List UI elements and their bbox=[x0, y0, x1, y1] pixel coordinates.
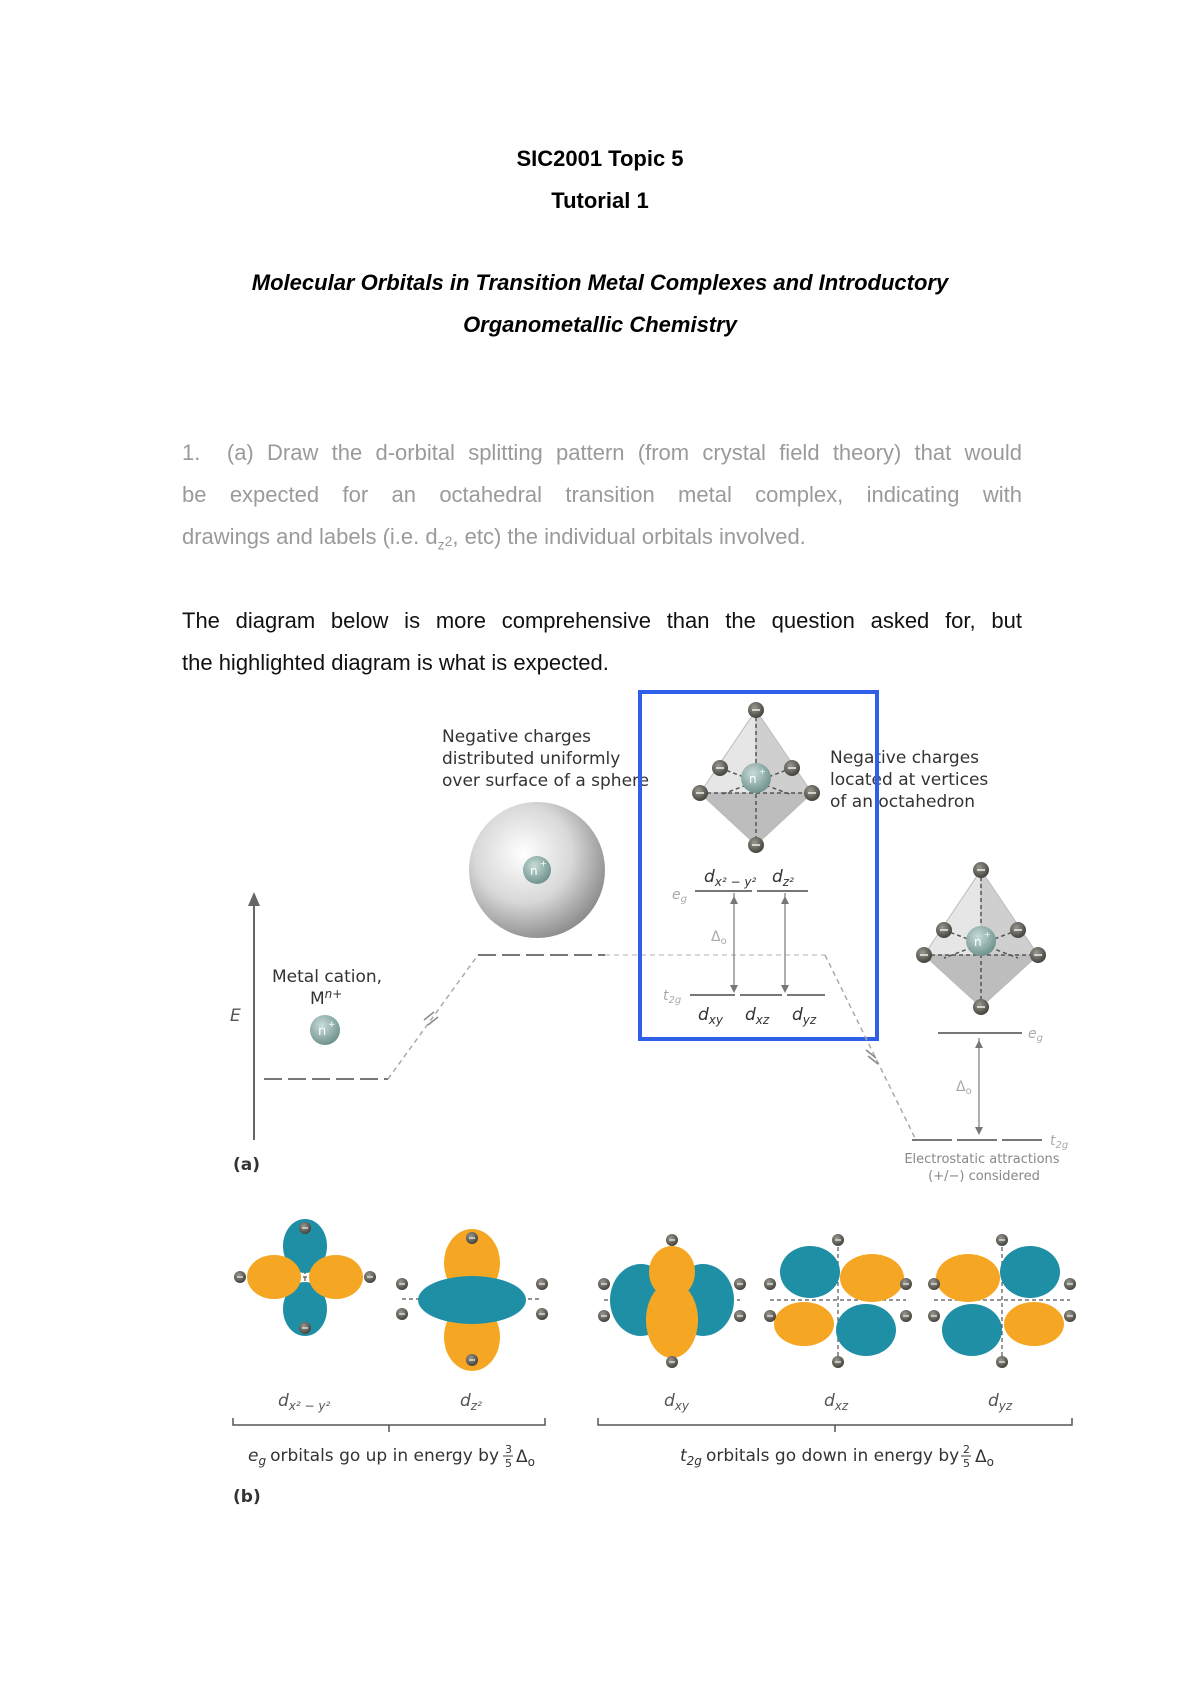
svg-text:Δo: $\Delta_o$ bbox=[975, 1447, 994, 1469]
svg-text:t2gorbitals go down in energy: $t_{2g}$ orbitals go down in energy by bbox=[680, 1446, 960, 1468]
label-delta-box: $\Delta_o$ bbox=[711, 929, 727, 947]
tutorial-title: Tutorial 1 bbox=[551, 188, 649, 213]
orbital-label-dyz: $d_{yz}$ bbox=[988, 1391, 1013, 1413]
svg-text:3: 3 bbox=[505, 1443, 512, 1456]
orbital-label-dx2-y2: $d_{x^2 - y^2}$ bbox=[278, 1391, 331, 1413]
svg-text:+: + bbox=[540, 859, 547, 868]
eg-caption bbox=[248, 1443, 535, 1470]
question-line3: drawings and labels (i.e. $d_z2$, etc) the individual orbitals involved. bbox=[182, 524, 806, 553]
label-eg-box: $e_g$ bbox=[672, 887, 687, 905]
svg-text:+: + bbox=[328, 1020, 336, 1030]
orbital-label-dxz: $d_{xz}$ bbox=[824, 1391, 849, 1413]
answer-line1: The diagram below is more comprehensive than the question asked for, but bbox=[182, 608, 1022, 633]
energy-axis-arrow-icon bbox=[248, 892, 260, 906]
orbital-dx2-y2-icon bbox=[234, 1219, 376, 1336]
energy-axis-label: E bbox=[230, 1006, 241, 1026]
octahedron-label: Negative charges located at vertices of an octahedron bbox=[830, 748, 989, 812]
orbital-dxz-icon bbox=[764, 1234, 912, 1368]
t2g-brace bbox=[598, 1418, 1072, 1432]
orbital-label-dz2: $d_{z^2}$ bbox=[460, 1391, 482, 1413]
question-line2: be expected for an octahedral transition metal complex, indicating with bbox=[182, 482, 1022, 507]
svg-text:5: 5 bbox=[963, 1457, 970, 1470]
label-dxy: $d_{xy}$ bbox=[698, 1005, 723, 1027]
t2g-caption bbox=[680, 1443, 994, 1470]
svg-text:n: n bbox=[974, 935, 982, 949]
connector-sphere bbox=[388, 955, 478, 1079]
electrostatic-note: Electrostatic attractions (+/−) considered bbox=[904, 1152, 1060, 1184]
question-line1: 1. (a) Draw the d-orbital splitting pattern (from crystal field theory) that would bbox=[182, 440, 1022, 465]
orbital-dxy-icon bbox=[598, 1234, 746, 1368]
label-dx2-y2: $d_{x^2 - y^2}$ bbox=[704, 867, 757, 889]
panel-a-label: (a) bbox=[233, 1155, 261, 1175]
metal-cation-formula: $M^{n+}$ bbox=[310, 987, 343, 1009]
svg-text:Δo: $\Delta_o$ bbox=[516, 1447, 535, 1469]
metal-ion-icon bbox=[310, 1015, 340, 1045]
course-title: SIC2001 Topic 5 bbox=[516, 146, 684, 171]
orbital-dz2-icon bbox=[396, 1229, 548, 1371]
label-dz2: $d_{z^2}$ bbox=[772, 867, 794, 889]
orbital-dyz-icon bbox=[928, 1234, 1076, 1368]
svg-text:egorbitals go up in energy by: $e_g$ orbitals go up in energy by bbox=[248, 1446, 500, 1468]
document-title-line2: Organometallic Chemistry bbox=[463, 312, 737, 337]
svg-text:5: 5 bbox=[505, 1457, 512, 1470]
label-eg-right: $e_g$ bbox=[1028, 1026, 1043, 1044]
charged-sphere-icon bbox=[469, 802, 605, 938]
axis-break-icon-2 bbox=[866, 1050, 878, 1064]
svg-text:+: + bbox=[759, 767, 766, 776]
label-t2g-box: $t_{2g}$ bbox=[663, 988, 682, 1006]
label-dyz: $d_{yz}$ bbox=[792, 1005, 817, 1027]
svg-text:n: n bbox=[318, 1024, 327, 1039]
svg-text:n: n bbox=[530, 864, 538, 878]
octahedron-icon bbox=[692, 702, 820, 853]
orbital-label-dxy: $d_{xy}$ bbox=[664, 1391, 689, 1413]
panel-b-label: (b) bbox=[233, 1487, 261, 1507]
octahedron-icon-2 bbox=[916, 862, 1046, 1015]
label-delta-right: $\Delta_o$ bbox=[956, 1079, 972, 1097]
svg-text:+: + bbox=[984, 930, 991, 939]
answer-line2: the highlighted diagram is what is expected. bbox=[182, 650, 609, 675]
svg-text:2: 2 bbox=[963, 1443, 970, 1456]
document-title-line1: Molecular Orbitals in Transition Metal Complexes and Introductory bbox=[251, 270, 949, 295]
sphere-label: Negative charges distributed uniformly over surface of a sphere bbox=[442, 727, 650, 791]
connector-octahedral bbox=[825, 955, 916, 1140]
label-t2g-right: $t_{2g}$ bbox=[1050, 1133, 1069, 1151]
svg-text:n: n bbox=[749, 772, 757, 786]
metal-cation-label: Metal cation, bbox=[272, 967, 383, 987]
label-dxz: $d_{xz}$ bbox=[745, 1005, 770, 1027]
eg-brace bbox=[233, 1418, 545, 1432]
